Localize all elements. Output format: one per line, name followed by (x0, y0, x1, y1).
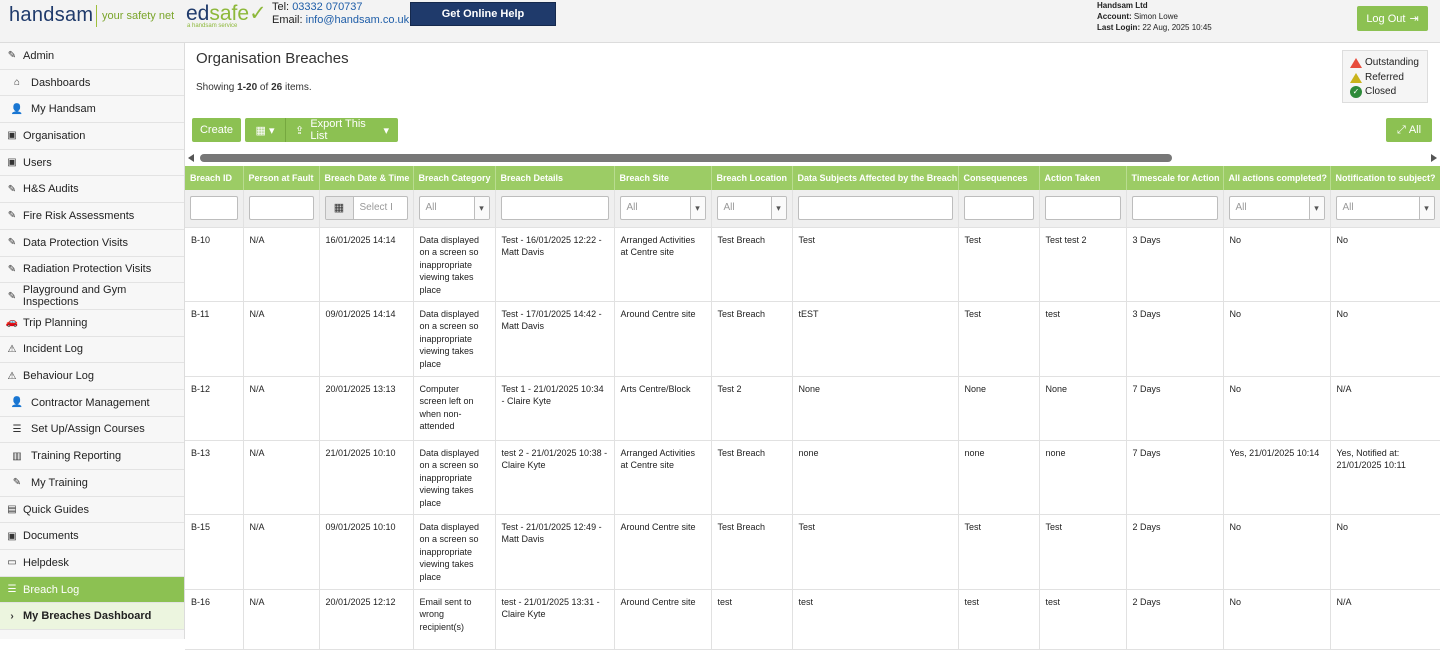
table-cell: none (1039, 440, 1126, 514)
sidebar-item-label: Dashboards (31, 76, 91, 89)
legend-closed: Closed (1365, 86, 1397, 97)
table-cell: 3 Days (1126, 301, 1223, 376)
showing-suffix: items. (282, 82, 312, 93)
sidebar-item-quick-guides[interactable] (0, 497, 184, 524)
table-cell: Test (958, 301, 1039, 376)
sidebar-item-contractor-management[interactable] (0, 390, 184, 417)
wrench-icon: ✎ (7, 50, 17, 62)
sidebar-item-label: Breach Log (23, 583, 80, 596)
sidebar-item-set-up-assign-courses[interactable] (0, 417, 184, 444)
warning-icon: ⚠ (7, 343, 17, 355)
table-body (185, 190, 1440, 649)
list-icon: ☰ (12, 423, 22, 435)
car-icon: 🚗 (5, 317, 19, 329)
table-cell: Yes, 21/01/2025 10:14 (1223, 440, 1330, 514)
table-cell: None (1039, 376, 1126, 440)
table-cell: N/A (243, 589, 319, 649)
user-icon: 👤 (10, 103, 24, 115)
filter-row (185, 190, 1440, 227)
email-label: Email: (272, 14, 303, 26)
logo-divider (96, 5, 97, 27)
button-group (245, 118, 398, 142)
export-icon: ⇪ (295, 124, 305, 137)
table-cell: Arranged Activities at Centre site (614, 440, 711, 514)
filter-select[interactable] (419, 196, 490, 220)
filter-select[interactable] (1336, 196, 1435, 220)
last-login-value: 22 Aug, 2025 10:45 (1142, 23, 1212, 32)
filter-select-value: All (425, 202, 437, 213)
tel-link[interactable]: 03332 070737 (292, 1, 363, 13)
last-login-label: Last Login: (1097, 23, 1141, 32)
sidebar-item-documents[interactable] (0, 523, 184, 550)
filter-select[interactable] (1229, 196, 1325, 220)
table-cell: Test (792, 227, 958, 301)
table-cell: None (792, 376, 958, 440)
sidebar-item-incident-log[interactable] (0, 337, 184, 364)
table-cell: N/A (243, 376, 319, 440)
table-cell: No (1330, 227, 1440, 301)
filter-input[interactable] (190, 196, 238, 220)
sidebar-item-label: Trip Planning (23, 316, 88, 329)
pencil-icon: ✎ (7, 210, 17, 222)
table-cell: No (1330, 514, 1440, 589)
get-online-help-button[interactable]: Get Online Help (410, 2, 556, 26)
sidebar-item-label: Radiation Protection Visits (23, 263, 152, 276)
sidebar-item-label: Data Protection Visits (23, 236, 128, 249)
contact-info (272, 1, 409, 27)
sidebar-item-breach-log[interactable] (0, 577, 184, 604)
filter-input[interactable] (964, 196, 1034, 220)
sidebar-item-label: Fire Risk Assessments (23, 209, 135, 222)
table-cell: Yes, Notified at: 21/01/2025 10:11 (1330, 440, 1440, 514)
referred-warning-icon (1350, 73, 1362, 83)
date-filter-placeholder: Select I (359, 202, 393, 213)
table-cell: Test (958, 514, 1039, 589)
legend-outstanding: Outstanding (1365, 57, 1419, 68)
sidebar-item-label: Documents (23, 530, 79, 543)
sidebar-item-label: Training Reporting (31, 450, 122, 463)
column-header[interactable]: Action Taken (1039, 166, 1126, 190)
create-button[interactable]: Create (192, 118, 241, 142)
table-cell: 20/01/2025 13:13 (319, 376, 413, 440)
all-label: All (1408, 124, 1422, 136)
table-cell: Test Breach (711, 227, 792, 301)
sidebar-item-organisation[interactable] (0, 123, 184, 150)
table-cell: B-12 (185, 376, 243, 440)
bar-chart-icon: ▥ (12, 450, 22, 462)
table-cell: B-16 (185, 589, 243, 649)
table-cell: Arts Centre/Block (614, 376, 711, 440)
table-cell: 2 Days (1126, 589, 1223, 649)
sidebar-item-label: My Handsam (31, 103, 96, 116)
sidebar-item-helpdesk[interactable] (0, 550, 184, 577)
pencil-icon: ✎ (7, 237, 17, 249)
filter-cell (495, 190, 614, 227)
calendar-icon[interactable]: ▦ (326, 197, 354, 219)
closed-check-icon: ✓ (1350, 86, 1362, 98)
page-title: Organisation Breaches (196, 50, 349, 67)
table-row[interactable] (185, 589, 1440, 649)
table-cell: test (1039, 301, 1126, 376)
filter-cell (319, 190, 413, 227)
table-cell: Test (1039, 514, 1126, 589)
horizontal-scrollbar[interactable] (185, 152, 1440, 164)
scroll-right-arrow-icon[interactable] (1431, 154, 1437, 162)
main-content (185, 43, 1440, 639)
filter-cell (243, 190, 319, 227)
top-header (0, 0, 1440, 43)
table-cell: 09/01/2025 10:10 (319, 514, 413, 589)
sidebar-item-h-s-audits[interactable] (0, 176, 184, 203)
table-cell: Around Centre site (614, 301, 711, 376)
logout-button[interactable] (1357, 6, 1428, 31)
table-cell: test 2 - 21/01/2025 10:38 - Claire Kyte (495, 440, 614, 514)
briefcase-icon: ▣ (7, 157, 17, 169)
sign-out-icon: ⇥ (1409, 13, 1419, 25)
sidebar-item-label: Organisation (23, 129, 86, 142)
table-cell: N/A (243, 301, 319, 376)
filter-cell (711, 190, 792, 227)
pencil-icon: ✎ (7, 290, 17, 302)
filter-cell (185, 190, 243, 227)
table-cell: B-11 (185, 301, 243, 376)
table-header-row (185, 166, 1440, 190)
table-cell: 16/01/2025 14:14 (319, 227, 413, 301)
table-cell: Test Breach (711, 440, 792, 514)
table-cell: Email sent to wrong recipient(s) (413, 589, 495, 649)
table-cell: 7 Days (1126, 376, 1223, 440)
table-cell: 09/01/2025 14:14 (319, 301, 413, 376)
export-list-button[interactable] (285, 118, 398, 142)
logout-label: Log Out (1366, 12, 1406, 25)
table-cell: Test Breach (711, 301, 792, 376)
company-name: Handsam Ltd (1097, 1, 1148, 10)
table-cell: Test 2 (711, 376, 792, 440)
table-cell: Test - 17/01/2025 14:42 - Matt Davis (495, 301, 614, 376)
table-cell: B-10 (185, 227, 243, 301)
table-cell: Around Centre site (614, 514, 711, 589)
filter-input[interactable] (501, 196, 609, 220)
filter-select-value: All (1342, 202, 1354, 213)
grid-icon: ▦ (255, 124, 266, 137)
sidebar-item-data-protection-visits[interactable] (0, 230, 184, 257)
edsafe-safe: safe (209, 2, 250, 25)
table-cell: test - 21/01/2025 13:31 - Claire Kyte (495, 589, 614, 649)
date-filter-input[interactable] (325, 196, 408, 220)
table-cell: Test (792, 514, 958, 589)
table-cell: B-15 (185, 514, 243, 589)
filter-cell (1223, 190, 1330, 227)
status-legend (1342, 50, 1428, 103)
keyboard-icon: ▭ (7, 557, 17, 569)
sidebar-item-label: Quick Guides (23, 503, 90, 516)
table-row[interactable] (185, 227, 1440, 301)
pencil-icon: ✎ (7, 183, 17, 195)
table-cell: Test Breach (711, 514, 792, 589)
tel-label: Tel: (272, 1, 290, 13)
expand-icon: ⤢ (1396, 123, 1406, 136)
sidebar-item-admin[interactable] (0, 43, 184, 70)
showing-total: 26 (271, 82, 283, 93)
table-cell: tEST (792, 301, 958, 376)
table-cell: Computer screen left on when non-attended (413, 376, 495, 440)
chevron-right-icon: › (10, 610, 14, 622)
table-cell: test (792, 589, 958, 649)
filter-select-value: All (1235, 202, 1247, 213)
table-cell: No (1223, 227, 1330, 301)
sidebar-item-my-training[interactable] (0, 470, 184, 497)
column-header[interactable]: Breach Location (711, 166, 792, 190)
filter-select[interactable] (620, 196, 706, 220)
columns-dropdown-button[interactable] (245, 118, 285, 142)
user-edit-icon: 👤 (10, 397, 24, 409)
table-cell: 21/01/2025 10:10 (319, 440, 413, 514)
briefcase-icon: ▣ (7, 530, 17, 542)
list-toolbar (192, 118, 398, 142)
table-cell: Data displayed on a screen so inappropriate viewing takes place (413, 514, 495, 589)
table-cell: Data displayed on a screen so inappropriate viewing takes place (413, 440, 495, 514)
sidebar-item-label: Set Up/Assign Courses (31, 423, 145, 436)
table-cell: N/A (243, 514, 319, 589)
sidebar-item-radiation-protection-visits[interactable] (0, 257, 184, 284)
sidebar-item-label: My Breaches Dashboard (23, 610, 152, 623)
showing-of: of (257, 82, 272, 93)
table-cell: 7 Days (1126, 440, 1223, 514)
scroll-thumb[interactable] (200, 154, 1172, 162)
sidebar-item-users[interactable] (0, 150, 184, 177)
filter-input[interactable] (249, 196, 314, 220)
table-row[interactable] (185, 376, 1440, 440)
table-cell: none (958, 440, 1039, 514)
table-cell: B-13 (185, 440, 243, 514)
email-link[interactable]: info@handsam.co.uk (305, 14, 410, 26)
table-cell: Test (958, 227, 1039, 301)
sidebar-item-label: My Training (31, 476, 88, 489)
edsafe-ed: ed (186, 2, 210, 25)
filter-cell (1330, 190, 1440, 227)
pencil-icon: ✎ (12, 477, 22, 489)
column-header[interactable]: Data Subjects Affected by the Breach (792, 166, 958, 190)
table-cell: No (1223, 301, 1330, 376)
table-cell: Test - 21/01/2025 12:49 - Matt Davis (495, 514, 614, 589)
account-info (1097, 0, 1212, 33)
column-header[interactable]: Breach ID (185, 166, 243, 190)
table-cell: Data displayed on a screen so inappropriate viewing takes place (413, 301, 495, 376)
sidebar (0, 43, 185, 639)
showing-range: 1-20 (237, 82, 258, 93)
sidebar-item-fire-risk-assessments[interactable] (0, 203, 184, 230)
column-header[interactable]: Breach Details (495, 166, 614, 190)
account-name: Simon Lowe (1133, 12, 1178, 21)
book-icon: ▤ (7, 504, 17, 516)
table-cell: test (711, 589, 792, 649)
sidebar-item-my-handsam[interactable] (0, 96, 184, 123)
table-cell: Around Centre site (614, 589, 711, 649)
database-icon: ☰ (7, 584, 17, 596)
filter-select-value: All (626, 202, 638, 213)
handsam-logo[interactable]: handsam (9, 4, 94, 26)
table-cell: Data displayed on a screen so inappropriate viewing takes place (413, 227, 495, 301)
table-cell: N/A (1330, 376, 1440, 440)
edsafe-subtitle: a handsam service (187, 23, 238, 29)
table-cell: No (1223, 514, 1330, 589)
filter-select-value: All (723, 202, 735, 213)
filter-cell (413, 190, 495, 227)
sidebar-item-playground-and-gym-inspections[interactable] (0, 283, 184, 310)
table-cell: No (1223, 589, 1330, 649)
scroll-left-arrow-icon[interactable] (188, 154, 194, 162)
table-cell: N/A (243, 440, 319, 514)
table-cell: test (958, 589, 1039, 649)
showing-prefix: Showing (196, 82, 238, 93)
filter-cell (958, 190, 1039, 227)
outstanding-warning-icon (1350, 58, 1362, 68)
column-header[interactable]: Person at Fault (243, 166, 319, 190)
sidebar-item-trip-planning[interactable] (0, 310, 184, 337)
table-cell: Test - 16/01/2025 12:22 - Matt Davis (495, 227, 614, 301)
sidebar-item-label: Helpdesk (23, 556, 69, 569)
briefcase-icon: ▣ (7, 130, 17, 142)
sidebar-item-training-reporting[interactable] (0, 443, 184, 470)
filter-cell (1039, 190, 1126, 227)
expand-all-button[interactable] (1386, 118, 1432, 142)
filter-input[interactable] (1045, 196, 1121, 220)
sidebar-item-label: H&S Audits (23, 183, 79, 196)
table-row[interactable] (185, 440, 1440, 514)
account-label: Account: (1097, 12, 1132, 21)
showing-summary (196, 82, 312, 93)
sidebar-item-label: Contractor Management (31, 396, 150, 409)
caret-down-icon: ▾ (268, 124, 275, 137)
table-cell: 2 Days (1126, 514, 1223, 589)
filter-input[interactable] (1132, 196, 1218, 220)
sidebar-item-label: Admin (23, 49, 55, 62)
column-header[interactable]: Breach Date & Time (319, 166, 413, 190)
table-cell: No (1330, 301, 1440, 376)
table-cell: none (792, 440, 958, 514)
column-header[interactable]: Breach Site (614, 166, 711, 190)
table-row[interactable] (185, 301, 1440, 376)
caret-down-icon: ▾ (383, 124, 389, 137)
breaches-table (185, 166, 1440, 650)
column-header[interactable]: All actions completed? (1223, 166, 1330, 190)
filter-select[interactable] (717, 196, 787, 220)
sidebar-item-my-breaches-dashboard[interactable] (0, 603, 184, 630)
logo-tagline: your safety net (102, 10, 175, 22)
table-row[interactable] (185, 514, 1440, 589)
export-label: Export This List (310, 118, 366, 142)
table-cell: No (1223, 376, 1330, 440)
table-cell: Test 1 - 21/01/2025 10:34 - Claire Kyte (495, 376, 614, 440)
sidebar-item-behaviour-log[interactable] (0, 363, 184, 390)
pencil-icon: ✎ (7, 263, 17, 275)
sidebar-item-label: Behaviour Log (23, 370, 94, 383)
table-cell: 20/01/2025 12:12 (319, 589, 413, 649)
filter-input[interactable] (798, 196, 953, 220)
table-cell: None (958, 376, 1039, 440)
table-cell: Test test 2 (1039, 227, 1126, 301)
sidebar-item-label: Users (23, 156, 52, 169)
column-header[interactable]: Notification to subject? (1330, 166, 1440, 190)
filter-cell (1126, 190, 1223, 227)
table-cell: test (1039, 589, 1126, 649)
column-header[interactable]: Consequences (958, 166, 1039, 190)
filter-cell (614, 190, 711, 227)
table-cell: 3 Days (1126, 227, 1223, 301)
check-icon: ✓ (249, 2, 267, 25)
table-cell: N/A (243, 227, 319, 301)
warning-icon: ⚠ (7, 370, 17, 382)
table-cell: N/A (1330, 589, 1440, 649)
sidebar-item-dashboards[interactable] (0, 70, 184, 97)
column-header[interactable]: Breach Category (413, 166, 495, 190)
sidebar-item-label: Playground and Gym Inspections (22, 284, 127, 309)
table-cell: Arranged Activities at Centre site (614, 227, 711, 301)
home-icon: ⌂ (13, 77, 21, 89)
legend-referred: Referred (1365, 71, 1404, 83)
sidebar-item-label: Incident Log (23, 343, 83, 356)
filter-cell (792, 190, 958, 227)
column-header[interactable]: Timescale for Action (1126, 166, 1223, 190)
